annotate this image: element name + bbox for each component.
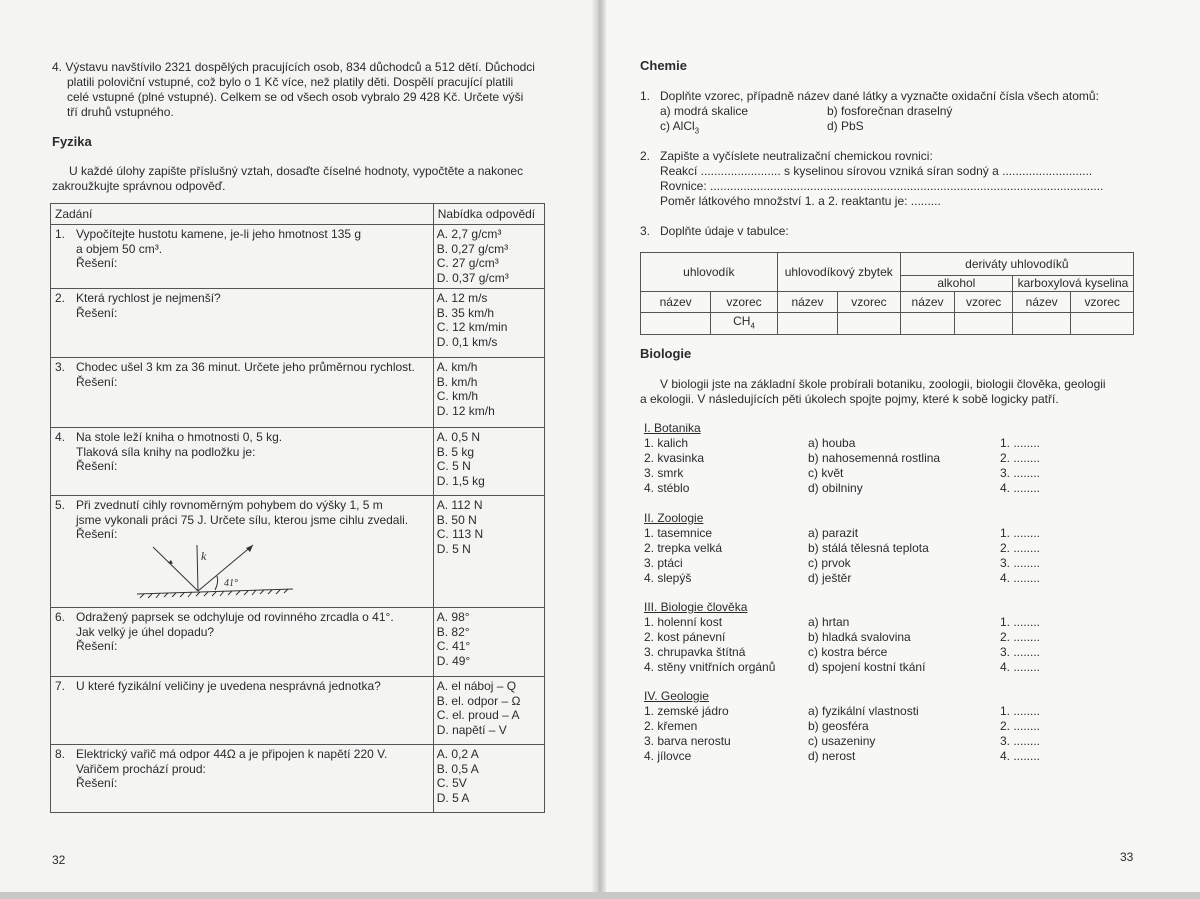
list-item (644, 571, 1041, 586)
match-term: c) kostra bérce (808, 645, 888, 659)
answer-blank[interactable]: 1. ........ (1000, 526, 1041, 540)
bio-intro (640, 377, 1140, 407)
answer-option: C. el. proud – A (436, 708, 520, 723)
group-title: II. Zoologie (644, 511, 704, 525)
answer-blank[interactable]: 1. ........ (1000, 704, 1041, 718)
col-vzorec: vzorec (711, 292, 777, 313)
question-number: 3. (55, 360, 66, 374)
term: 4. slepýš (644, 571, 692, 585)
answer-option: C. 113 N (436, 527, 484, 542)
answer-option: B. 5 kg (436, 444, 475, 459)
answer-option: B. 0,27 g/cm³ (436, 241, 509, 256)
table-row (51, 496, 545, 608)
header-derivaty: deriváty uhlovodíků (900, 253, 1133, 276)
question-line: a objem 50 cm³. (76, 241, 163, 256)
match-term: b) geosféra (808, 719, 869, 733)
option-a: a) modrá skalice (660, 104, 749, 118)
question-line: U které fyzikální veličiny je uvedena nesprávná jednotka? (76, 679, 381, 693)
question-line: jsme vykonali práci 75 J. Určete sílu, kterou jsme cihlu zvedali. (76, 512, 409, 527)
answer-option: C. 5V (436, 776, 467, 791)
answer-blank[interactable]: 3. ........ (1000, 556, 1041, 570)
problem-line: platili poloviční vstupné, což bylo o 1 Kč více, než platily děti. Dospělí pracující platili (67, 75, 514, 89)
answer-option: C. 12 km/min (436, 320, 508, 335)
reflection-diagram (135, 542, 295, 602)
list-item (644, 526, 1041, 541)
answer-option: D. 0,37 g/cm³ (436, 270, 509, 285)
bio-group-botanika (644, 421, 1041, 496)
match-term: c) usazeniny (808, 734, 876, 748)
section-title-chemie: Chemie (640, 58, 687, 73)
question-number: 6. (55, 610, 66, 624)
answer-option: D. 49° (436, 653, 471, 668)
match-term: d) nerost (808, 749, 856, 763)
question-line: Která rychlost je nejmenší? (76, 291, 221, 305)
question-line: Odražený paprsek se odchyluje od rovinného zrcadla o 41°. (76, 610, 394, 624)
group-title: I. Botanika (644, 421, 701, 435)
problem-line: 4. Výstavu navštívilo 2321 dospělých pracujících osob, 834 důchodců a 512 dětí. Důchodci (52, 60, 535, 74)
problem-line: tří druhů vstupného. (67, 105, 174, 119)
math-problem-4 (52, 60, 552, 120)
empty-cell[interactable] (838, 313, 901, 335)
normal-line (197, 545, 198, 591)
empty-cell[interactable] (1071, 313, 1134, 335)
question-line: Řešení: (76, 776, 118, 791)
col-nazev: název (777, 292, 838, 313)
incident-ray (153, 547, 198, 591)
list-item (644, 704, 1041, 719)
answer-blank[interactable]: 4. ........ (1000, 571, 1041, 585)
term: 4. jílovce (644, 749, 692, 763)
question-number: 7. (55, 679, 66, 693)
col-nazev: název (1012, 292, 1071, 313)
empty-cell[interactable] (955, 313, 1013, 335)
section-title-biologie: Biologie (640, 346, 692, 361)
match-term: a) hrtan (808, 615, 850, 629)
term: 3. ptáci (644, 556, 683, 570)
match-term: c) květ (808, 466, 844, 480)
match-term: c) prvok (808, 556, 851, 570)
match-term: b) nahosemenná rostlina (808, 451, 941, 465)
bio-group-geologie (644, 689, 1041, 764)
table-row (51, 745, 545, 813)
answer-blank[interactable]: 4. ........ (1000, 749, 1041, 763)
section-title-fyzika: Fyzika (52, 134, 92, 149)
header-uhlovodik: uhlovodík (641, 253, 778, 292)
option-d: d) PbS (827, 119, 864, 133)
table-row (51, 608, 545, 677)
answer-option: A. km/h (436, 360, 478, 374)
formula-text: c) AlCl (660, 119, 695, 133)
formula-subscript: 4 (750, 321, 755, 331)
term: 2. křemen (644, 719, 698, 733)
bio-group-zoologie (644, 511, 1041, 586)
question-number: 8. (55, 747, 66, 761)
term: 1. holenní kost (644, 615, 723, 629)
question-number: 4. (55, 430, 66, 444)
col-vzorec: vzorec (1071, 292, 1134, 313)
intro-line: a ekologii. V následujících pěti úkolech spojte pojmy, které k sobě logicky patří. (640, 392, 1059, 406)
chem-question-3 (640, 224, 789, 239)
question-line: Při zvednutí cihly rovnoměrným pohybem do výšky 1, 5 m (76, 498, 383, 512)
answer-blank[interactable]: 2. ........ (1000, 719, 1041, 733)
intro-line: V biologii jste na základní škole probírali botaniku, zoologii, biologii člověka, geologii (660, 377, 1106, 391)
table-row (51, 428, 545, 496)
answer-blank[interactable]: 4. ........ (1000, 660, 1041, 674)
answer-option: A. 12 m/s (436, 291, 488, 305)
question-number: 1. (640, 89, 651, 103)
normal-label: k (201, 548, 207, 563)
answer-blank[interactable]: 3. ........ (1000, 734, 1041, 748)
answer-option: D. 5 A (436, 790, 470, 805)
answer-option: A. 0,5 N (436, 430, 481, 444)
term: 4. stéblo (644, 481, 690, 495)
table-row (51, 677, 545, 745)
answer-option: A. 98° (436, 610, 470, 624)
formula-subscript: 3 (694, 126, 700, 136)
header-zbytek: uhlovodíkový zbytek (777, 253, 900, 292)
list-item (644, 615, 1041, 630)
formula-text: CH (733, 313, 751, 328)
group-title: III. Biologie člověka (644, 600, 748, 614)
reaction-line: Reakcí ........................ s kyselinou sírovou vzniká síran sodný a ........................... (660, 164, 1093, 178)
answer-option: D. 12 km/h (436, 403, 495, 418)
term: 1. tasemnice (644, 526, 713, 540)
term: 2. kost pánevní (644, 630, 726, 644)
answer-option: D. napětí – V (436, 722, 507, 737)
term: 2. kvasinka (644, 451, 705, 465)
physics-table (50, 203, 545, 813)
fyzika-intro (52, 164, 552, 194)
answer-blank[interactable]: 2. ........ (1000, 541, 1041, 555)
list-item (644, 734, 1041, 749)
answer-option: B. 0,5 A (436, 761, 479, 776)
answer-option: D. 0,1 km/s (436, 334, 498, 349)
answer-blank[interactable]: 3. ........ (1000, 466, 1041, 480)
bio-group-biologie-cloveka (644, 600, 1041, 675)
header-nabidka: Nabídka odpovědí (433, 204, 544, 225)
question-number: 1. (55, 227, 66, 241)
table-row (51, 289, 545, 358)
question-line: Řešení: (76, 256, 118, 271)
match-term: d) spojení kostní tkání (808, 660, 926, 674)
list-item (644, 541, 1041, 556)
answer-blank[interactable]: 2. ........ (1000, 451, 1041, 465)
header-zadani: Zadání (51, 204, 434, 225)
match-term: d) obilniny (808, 481, 863, 495)
match-term: a) parazit (808, 526, 859, 540)
answer-option: D. 1,5 kg (436, 473, 485, 488)
problem-line: celé vstupné (plné vstupné). Celkem se od všech osob vybralo 29 428 Kč. Určete výši (67, 90, 524, 104)
question-line: Řešení: (76, 639, 118, 654)
answer-option: A. 2,7 g/cm³ (436, 227, 502, 241)
term: 3. chrupavka štítná (644, 645, 746, 659)
ratio-line: Poměr látkového množství 1. a 2. reaktantu je: ......... (660, 194, 941, 208)
empty-cell[interactable] (641, 313, 711, 335)
option-c (660, 119, 699, 138)
col-vzorec: vzorec (838, 292, 901, 313)
question-line: Řešení: (76, 305, 118, 320)
answer-option: B. 35 km/h (436, 305, 495, 320)
question-line: Tlaková síla knihy na podložku je: (76, 444, 256, 459)
answer-option: B. 82° (436, 624, 470, 639)
answer-option: C. 27 g/cm³ (436, 256, 499, 271)
question-number: 3. (640, 224, 651, 238)
answer-option: C. km/h (436, 389, 479, 404)
question-line: Vypočítejte hustotu kamene, je-li jeho hmotnost 135 g (76, 227, 362, 241)
page-number-right: 33 (1120, 850, 1134, 864)
col-nazev: název (641, 292, 711, 313)
answer-option: D. 5 N (436, 541, 471, 556)
header-kyselina: karboxylová kyselina (1012, 276, 1133, 292)
question-line: Řešení: (76, 527, 118, 542)
empty-cell[interactable] (777, 313, 838, 335)
question-line: Na stole leží kniha o hmotnosti 0, 5 kg. (76, 430, 283, 444)
answer-option: B. 50 N (436, 512, 477, 527)
question-text: Doplňte údaje v tabulce: (660, 224, 789, 238)
term: 1. kalich (644, 436, 689, 450)
question-line: Řešení: (76, 374, 118, 389)
reflected-arrow-icon (246, 545, 253, 552)
header-alkohol: alkohol (900, 276, 1012, 292)
answer-blank[interactable]: 3. ........ (1000, 645, 1041, 659)
term: 2. trepka velká (644, 541, 723, 555)
option-b: b) fosforečnan draselný (827, 104, 953, 118)
question-number: 5. (55, 498, 66, 512)
table-row (51, 358, 545, 428)
answer-option: A. el náboj – Q (436, 679, 517, 693)
question-line: Řešení: (76, 459, 118, 474)
match-term: b) hladká svalovina (808, 630, 911, 644)
match-term: a) houba (808, 436, 856, 450)
group-title: IV. Geologie (644, 689, 709, 703)
list-item (644, 645, 1041, 660)
answer-option: C. 5 N (436, 459, 471, 474)
book-gutter (592, 0, 606, 899)
question-number: 2. (640, 149, 651, 163)
equation-line: Rovnice: ...................................................................................................................... (660, 179, 1104, 193)
term: 4. stěny vnitřních orgánů (644, 660, 776, 674)
list-item (644, 556, 1041, 571)
list-item (644, 749, 1041, 764)
match-term: d) ještěr (808, 571, 852, 585)
answer-blank[interactable]: 1. ........ (1000, 436, 1041, 450)
list-item (644, 630, 1041, 645)
list-item (644, 451, 1041, 466)
answer-blank[interactable]: 2. ........ (1000, 630, 1041, 644)
match-term: a) fyzikální vlastnosti (808, 704, 919, 718)
answer-option: B. el. odpor – Ω (436, 693, 521, 708)
angle-arc (215, 576, 218, 590)
answer-blank[interactable]: 4. ........ (1000, 481, 1041, 495)
question-line: Elektrický vařič má odpor 44Ω a je připojen k napětí 220 V. (76, 747, 388, 761)
intro-line: zakroužkujte správnou odpověď. (52, 179, 226, 193)
answer-option: C. 41° (436, 639, 471, 654)
question-text: Zapište a vyčíslete neutralizační chemickou rovnici: (660, 149, 933, 163)
answer-blank[interactable]: 1. ........ (1000, 615, 1041, 629)
col-vzorec: vzorec (955, 292, 1013, 313)
match-term: b) stálá tělesná teplota (808, 541, 929, 555)
list-item (644, 466, 1041, 481)
page-number-left: 32 (52, 853, 66, 867)
question-text: Doplňte vzorec, případně název dané látky a vyznačte oxidační čísla všech atomů: (660, 89, 1099, 103)
answer-option: B. km/h (436, 374, 478, 389)
intro-line: U každé úlohy zapište příslušný vztah, dosaďte číselné hodnoty, vypočtěte a nakonec (69, 164, 524, 178)
question-line: Chodec ušel 3 km za 36 minut. Určete jeho průměrnou rychlost. (76, 360, 415, 374)
term: 1. zemské jádro (644, 704, 729, 718)
empty-cell[interactable] (1012, 313, 1071, 335)
term: 3. smrk (644, 466, 684, 480)
table-row (51, 225, 545, 289)
angle-label: 41° (224, 577, 238, 589)
empty-cell[interactable] (900, 313, 955, 335)
col-nazev: název (900, 292, 955, 313)
page-bottom-edge (0, 892, 1200, 899)
formula-cell (711, 313, 777, 335)
list-item (644, 481, 1041, 496)
question-line: Vařičem prochází proud: (76, 761, 206, 776)
chem-table (640, 252, 1134, 335)
question-number: 2. (55, 291, 66, 305)
list-item (644, 660, 1041, 675)
answer-option: A. 112 N (436, 498, 483, 512)
list-item (644, 719, 1041, 734)
term: 3. barva nerostu (644, 734, 731, 748)
question-line: Jak velký je úhel dopadu? (76, 624, 215, 639)
chem-question-2 (640, 149, 1140, 209)
answer-option: A. 0,2 A (436, 747, 479, 761)
chem-question-1 (640, 89, 1140, 134)
list-item (644, 436, 1041, 451)
